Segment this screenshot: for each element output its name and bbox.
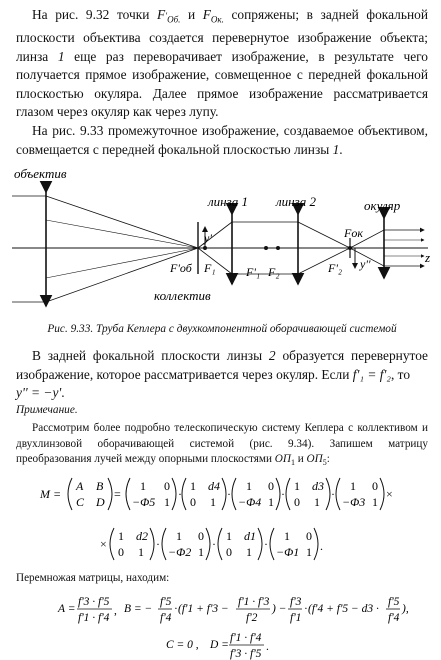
ray <box>298 222 350 248</box>
svg-text:(f'4 + f'5 − d3 ·: (f'4 + f'5 − d3 · <box>308 603 379 615</box>
svg-text:·: · <box>174 603 178 615</box>
label-eyepiece: окуляр <box>364 198 401 213</box>
svg-text:×: × <box>386 487 393 501</box>
svg-text:C: C <box>76 495 85 509</box>
svg-text:f'2: f'2 <box>246 612 258 624</box>
svg-text:1: 1 <box>118 529 124 543</box>
note-title: Примечание. <box>16 404 78 416</box>
focal-point-F1p <box>264 246 268 250</box>
svg-text:1: 1 <box>294 479 300 493</box>
svg-text:f'5: f'5 <box>160 596 172 608</box>
label-Fob: F'об <box>170 261 192 275</box>
svg-text:·: · <box>156 537 160 551</box>
svg-text:1: 1 <box>138 545 144 559</box>
svg-text:1: 1 <box>176 529 182 543</box>
svg-text:D: D <box>96 495 105 509</box>
svg-text:f'3: f'3 <box>290 596 302 608</box>
label-y2: y'' <box>360 257 371 271</box>
svg-text:.: . <box>266 641 269 653</box>
svg-text:0: 0 <box>268 479 274 493</box>
svg-text:−Φ4: −Φ4 <box>238 495 262 509</box>
svg-text:B: B <box>96 479 104 493</box>
svg-text:0: 0 <box>164 479 170 493</box>
svg-text:1: 1 <box>246 479 252 493</box>
label-Fok: Fок <box>344 226 363 240</box>
svg-text:−Φ1: −Φ1 <box>276 545 300 559</box>
svg-text:1: 1 <box>246 545 252 559</box>
svg-text:d2: d2 <box>136 529 148 543</box>
svg-text:1: 1 <box>226 529 232 543</box>
label-lens-1: линза 1 <box>208 194 248 209</box>
svg-text:),: ), <box>402 603 409 615</box>
label-F2: F₂ <box>268 265 280 279</box>
svg-text:−Φ5: −Φ5 <box>132 495 156 509</box>
svg-text:·: · <box>178 487 182 501</box>
svg-text:0: 0 <box>226 545 232 559</box>
svg-text:1: 1 <box>198 545 204 559</box>
svg-text:f'4: f'4 <box>388 612 400 624</box>
focal-point-F2 <box>276 246 280 250</box>
svg-text:f'4: f'4 <box>160 612 172 624</box>
svg-text:f'3 · f'5: f'3 · f'5 <box>78 596 110 608</box>
label-objective: объектив <box>14 166 67 181</box>
svg-text:1: 1 <box>210 495 216 509</box>
svg-text:0: 0 <box>198 529 204 543</box>
svg-text:×: × <box>100 537 107 551</box>
label-lens-2: линза 2 <box>276 194 316 209</box>
svg-text:0: 0 <box>372 479 378 493</box>
svg-text:0: 0 <box>306 529 312 543</box>
svg-text:A =: A = <box>58 603 76 615</box>
focal-point-F1 <box>203 246 207 250</box>
ray <box>298 248 350 274</box>
svg-text:0: 0 <box>294 495 300 509</box>
svg-text:·: · <box>264 537 268 551</box>
paragraph-2: На рис. 9.33 промежуточное изображение, создаваемое объективом, совмещается с передней фокальной плоскостью линзы 1. <box>16 123 428 157</box>
matrix-equation <box>0 470 441 568</box>
ray <box>46 220 198 248</box>
label-collective: коллектив <box>154 288 211 303</box>
svg-text:1: 1 <box>284 529 290 543</box>
svg-text:f'1 · f'4: f'1 · f'4 <box>78 612 110 624</box>
svg-text:·: · <box>331 487 335 501</box>
svg-text:C = 0 ,: C = 0 , <box>166 639 199 651</box>
svg-text:1: 1 <box>350 479 356 493</box>
kepler-telescope-figure <box>0 160 441 340</box>
svg-text:·: · <box>212 537 216 551</box>
svg-text:f'1: f'1 <box>290 612 302 624</box>
svg-text:=: = <box>114 487 121 501</box>
svg-text:f'5: f'5 <box>388 596 400 608</box>
svg-text:1: 1 <box>372 495 378 509</box>
svg-text:B = −: B = − <box>124 603 153 615</box>
focal-point-Fok <box>348 246 352 250</box>
svg-text:d4: d4 <box>208 479 220 493</box>
svg-text:·: · <box>281 487 285 501</box>
paragraph-3: В задней фокальной плоскости линзы 2 образуется перевернутое изображение, которое рассматривается через окуляр. Если f'₁ = f'₂, то y'' = −y'. <box>16 348 428 400</box>
svg-text:(f'1 + f'3 −: (f'1 + f'3 − <box>178 603 229 615</box>
paragraph-4: Рассмотрим более подробно телескопическую систему Кеплера с коллективом и двухлинзовой оборачивающей системой (рис. 9.34). Запишем матрицу преобразования лучей между опорными плоскостями $ОП_1$ и $ОП_5$: <box>16 422 428 468</box>
svg-text:1: 1 <box>190 479 196 493</box>
svg-text:f'1 · f'4: f'1 · f'4 <box>230 632 262 644</box>
svg-text:d1: d1 <box>244 529 256 543</box>
svg-text:1: 1 <box>164 495 170 509</box>
result-formulas <box>0 586 441 660</box>
svg-text:M =: M = <box>40 487 62 501</box>
svg-text:.: . <box>320 539 323 553</box>
svg-text:1: 1 <box>268 495 274 509</box>
svg-text:1: 1 <box>314 495 320 509</box>
svg-text:) −: ) − <box>272 603 287 615</box>
svg-text:f'3 · f'5: f'3 · f'5 <box>230 648 262 660</box>
label-F1: F₁ <box>204 261 216 275</box>
ray <box>46 196 198 248</box>
svg-text:0: 0 <box>190 495 196 509</box>
label-F2p: F'₂ <box>328 261 343 275</box>
svg-text:−Φ2: −Φ2 <box>168 545 192 559</box>
paragraph-1: На рис. 9.32 точки $F'_{Об.}$ и $F_{Ок.}$ сопряжены; в задней фокальной плоскости объектива создается перевернутое изображение объекта; линза 1 еще раз переворачивает изображение, в результате чего получается прямое изображение, совмещенное с передней фокальной плоскостью окуляра. Далее прямое изображение рассматривается глазом через окуляр как через лупу. <box>16 7 428 120</box>
svg-text:1: 1 <box>306 545 312 559</box>
figure-caption: Рис. 9.33. Труба Кеплера с двухкомпонентной оборачивающей системой <box>47 323 397 335</box>
svg-text:1: 1 <box>140 479 146 493</box>
svg-text:·: · <box>227 487 231 501</box>
svg-text:−Φ3: −Φ3 <box>342 495 366 509</box>
svg-text:d3: d3 <box>312 479 324 493</box>
label-y1: y' <box>204 231 212 245</box>
svg-text:,: , <box>114 605 117 617</box>
svg-text:A: A <box>76 479 84 493</box>
svg-text:·: · <box>304 603 308 615</box>
label-F1p: F'₁ <box>246 265 261 279</box>
svg-text:0: 0 <box>118 545 124 559</box>
label-z: z <box>425 250 431 265</box>
svg-text:f'1 · f'3: f'1 · f'3 <box>238 596 270 608</box>
paragraph-5: Перемножая матрицы, находим: <box>16 572 170 584</box>
svg-text:D =: D = <box>210 639 229 651</box>
